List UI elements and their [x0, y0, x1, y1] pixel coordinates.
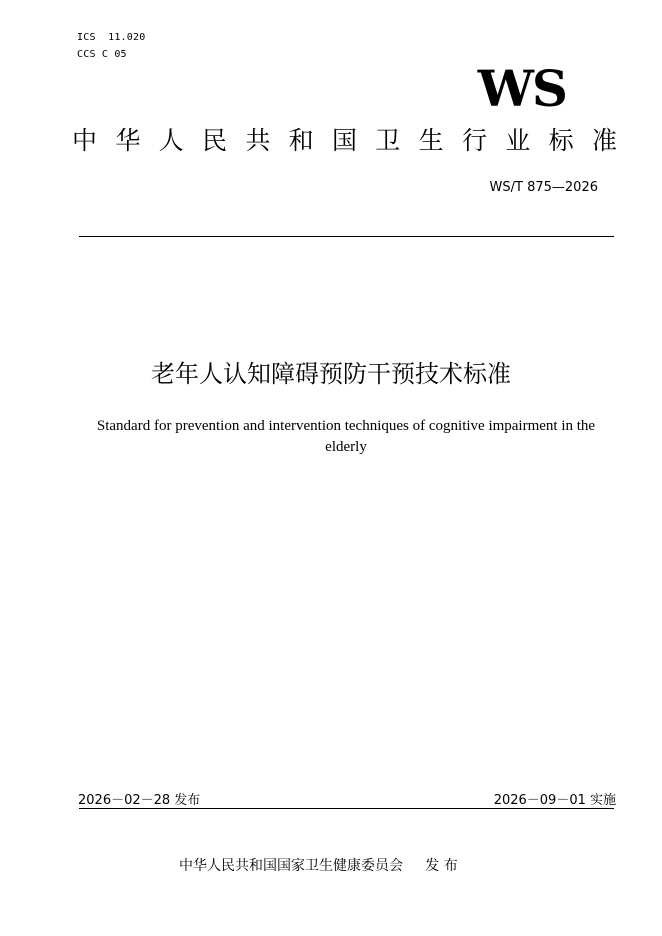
standard-code: WS/T 875—2026 [489, 180, 598, 195]
heading-char: 国 [331, 126, 357, 155]
heading-char: 华 [115, 126, 141, 155]
implementation-date: 2026－09－01 实施 [493, 793, 616, 808]
ics-code: ICS 11.020 [77, 32, 146, 43]
bottom-divider [79, 808, 614, 809]
standard-category-heading [72, 128, 617, 153]
heading-char: 准 [591, 126, 617, 155]
issue-date: 2026－02－28 发布 [78, 793, 201, 808]
top-divider [79, 236, 614, 237]
heading-char: 中 [72, 126, 98, 155]
ccs-code: CCS C 05 [77, 49, 127, 60]
chinese-title: 老年人认知障碍预防干预技术标准 [151, 360, 511, 388]
heading-char: 行 [461, 126, 487, 155]
english-title: Standard for prevention and intervention techniques of cognitive impairment in the elderly [96, 418, 596, 455]
publisher-line: 中华人民共和国国家卫生健康委员会 发 布 [179, 858, 458, 874]
ws-logo: WS [477, 59, 566, 118]
heading-char: 标 [548, 126, 574, 155]
heading-char: 民 [201, 126, 227, 155]
heading-char: 卫 [375, 126, 401, 155]
heading-char: 生 [418, 126, 444, 155]
heading-char: 共 [245, 126, 271, 155]
heading-char: 业 [505, 126, 531, 155]
heading-char: 人 [158, 126, 184, 155]
heading-char: 和 [288, 126, 314, 155]
